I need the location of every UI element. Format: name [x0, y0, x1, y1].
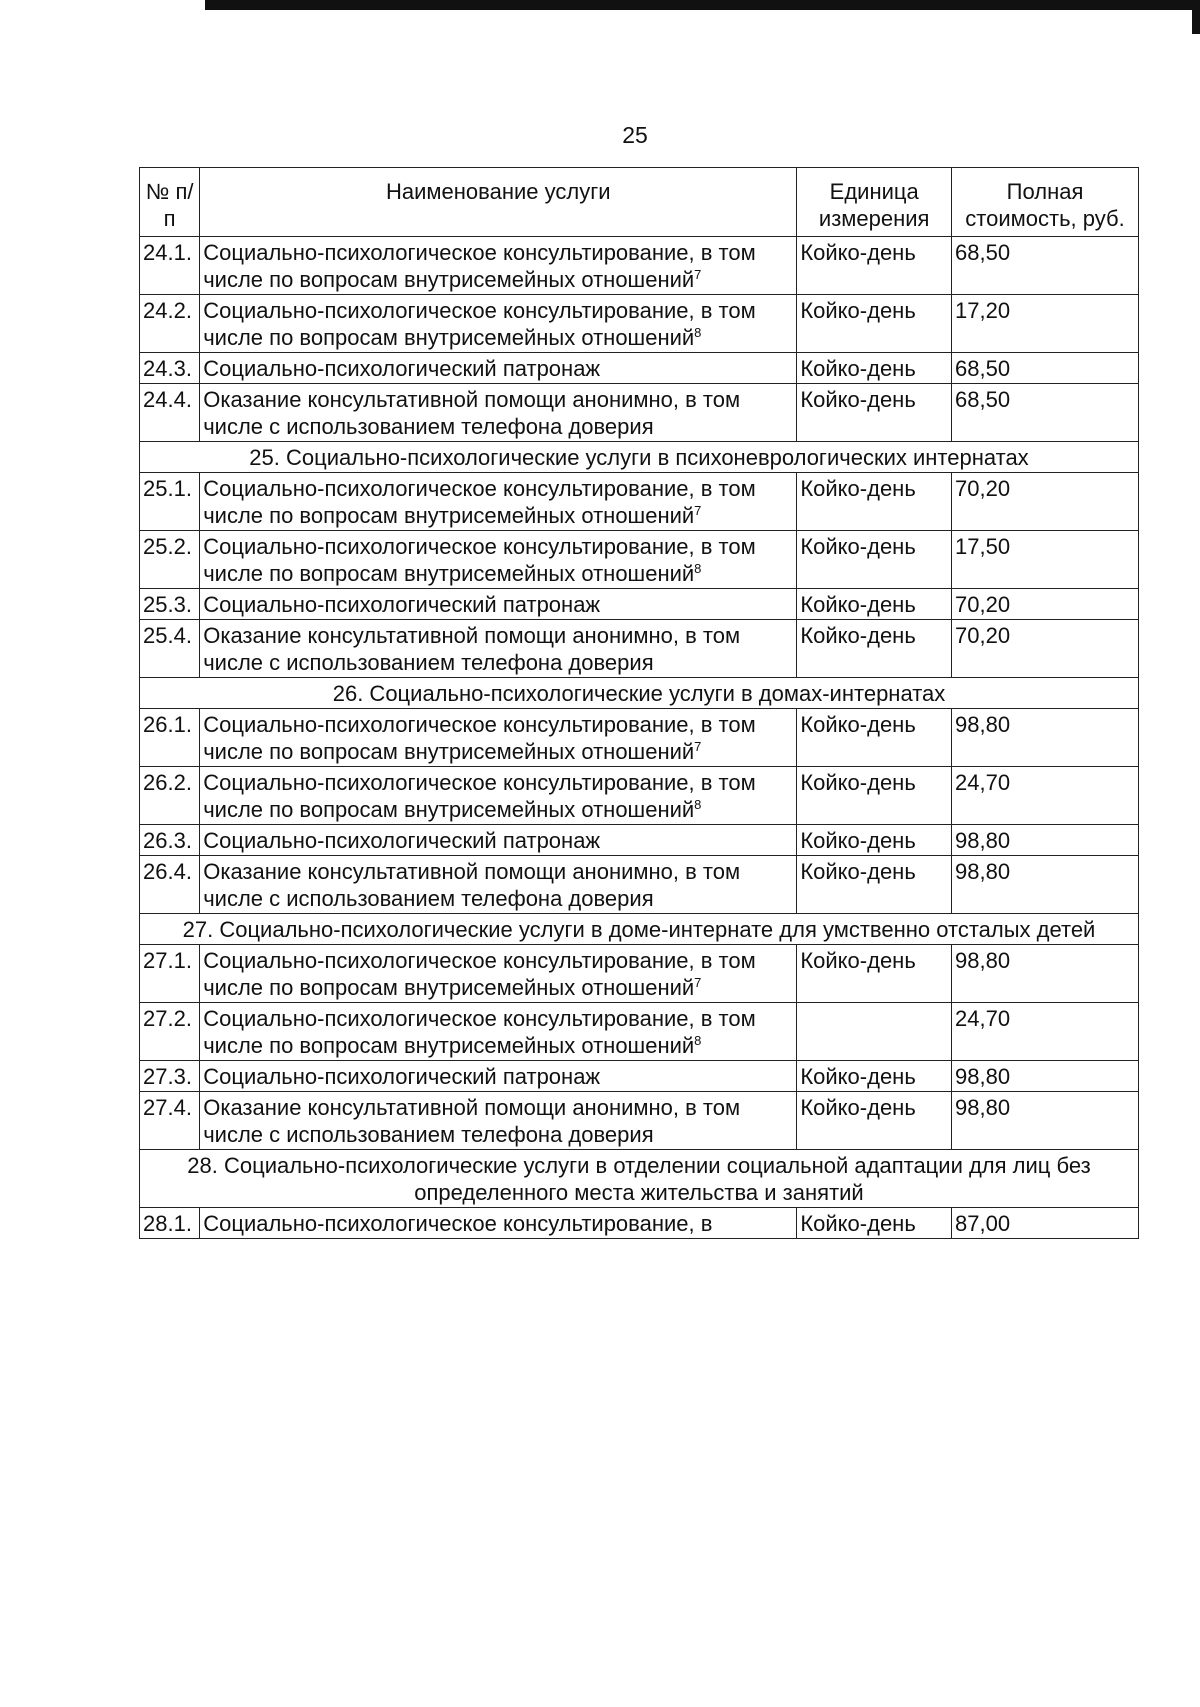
cost-cell: 98,80 [952, 945, 1139, 1003]
unit-cell: Койко-день [797, 945, 952, 1003]
service-name: Социально-психологическое консультирование, в том числе по вопросам внутрисемейных отношений [203, 240, 756, 292]
row-number: 27.3. [140, 1061, 200, 1092]
table-row [140, 589, 1139, 620]
unit-cell: Койко-день [797, 1208, 952, 1239]
table-row [140, 1003, 1139, 1061]
unit-cell: Койко-день [797, 473, 952, 531]
table-row [140, 1208, 1139, 1239]
table-row [140, 945, 1139, 1003]
footnote-marker: 8 [694, 325, 702, 340]
unit-cell: Койко-день [797, 1061, 952, 1092]
service-name-cell [200, 1208, 797, 1239]
service-name: Социально-психологический патронаж [203, 592, 601, 617]
table-row [140, 767, 1139, 825]
row-number: 28.1. [140, 1208, 200, 1239]
cost-cell: 68,50 [952, 384, 1139, 442]
table-row [140, 237, 1139, 295]
service-name-cell [200, 353, 797, 384]
cost-cell: 68,50 [952, 237, 1139, 295]
scan-top-edge [205, 0, 1200, 10]
table-row [140, 295, 1139, 353]
unit-cell: Койко-день [797, 237, 952, 295]
unit-cell [797, 1003, 952, 1061]
service-name: Социально-психологическое консультирование, в том числе по вопросам внутрисемейных отношений [203, 476, 756, 528]
services-price-table [139, 167, 1139, 1239]
service-name: Социально-психологическое консультирование, в том числе по вопросам внутрисемейных отношений [203, 712, 756, 764]
service-name-cell [200, 620, 797, 678]
service-name: Социально-психологическое консультирование, в том числе по вопросам внутрисемейных отношений [203, 948, 756, 1000]
section-title: 25. Социально-психологические услуги в психоневрологических интернатах [140, 442, 1139, 473]
cost-cell: 24,70 [952, 767, 1139, 825]
unit-cell: Койко-день [797, 709, 952, 767]
row-number: 24.1. [140, 237, 200, 295]
unit-cell: Койко-день [797, 1092, 952, 1150]
table-row [140, 856, 1139, 914]
row-number: 27.4. [140, 1092, 200, 1150]
footnote-marker: 7 [694, 267, 702, 282]
service-name: Социально-психологический патронаж [203, 1064, 601, 1089]
footnote-marker: 7 [694, 739, 702, 754]
row-number: 25.4. [140, 620, 200, 678]
section-title-row [140, 914, 1139, 945]
cost-cell: 98,80 [952, 856, 1139, 914]
footnote-marker: 8 [694, 1033, 702, 1048]
footnote-marker: 8 [694, 561, 702, 576]
unit-cell: Койко-день [797, 295, 952, 353]
section-title-row [140, 678, 1139, 709]
cost-cell: 70,20 [952, 589, 1139, 620]
section-title: 28. Социально-психологические услуги в отделении социальной адаптации для лиц без определенного места жительства и занятий [140, 1150, 1139, 1208]
service-name-cell [200, 384, 797, 442]
row-number: 24.2. [140, 295, 200, 353]
unit-cell: Койко-день [797, 856, 952, 914]
row-number: 26.1. [140, 709, 200, 767]
service-name-cell [200, 473, 797, 531]
service-name-cell [200, 295, 797, 353]
service-name: Оказание консультативной помощи анонимно, в том числе с использованием телефона доверия [203, 859, 741, 911]
page-number: 25 [622, 122, 648, 148]
service-name-cell [200, 825, 797, 856]
cost-cell: 87,00 [952, 1208, 1139, 1239]
section-title: 26. Социально-психологические услуги в домах-интернатах [140, 678, 1139, 709]
table-row [140, 709, 1139, 767]
service-name: Социально-психологический патронаж [203, 828, 601, 853]
cost-cell: 68,50 [952, 353, 1139, 384]
table-row [140, 620, 1139, 678]
cost-cell: 98,80 [952, 825, 1139, 856]
row-number: 24.3. [140, 353, 200, 384]
footnote-marker: 8 [694, 797, 702, 812]
unit-cell: Койко-день [797, 589, 952, 620]
service-name-cell [200, 531, 797, 589]
cost-cell: 70,20 [952, 620, 1139, 678]
service-name-cell [200, 945, 797, 1003]
header-num: № п/п [140, 168, 200, 237]
service-name-cell [200, 1092, 797, 1150]
header-cost: Полная стоимость, руб. [952, 168, 1139, 237]
section-title-row [140, 1150, 1139, 1208]
unit-cell: Койко-день [797, 384, 952, 442]
section-title: 27. Социально-психологические услуги в доме-интернате для умственно отсталых детей [140, 914, 1139, 945]
cost-cell: 98,80 [952, 1061, 1139, 1092]
unit-cell: Койко-день [797, 620, 952, 678]
service-name: Социально-психологическое консультирование, в том числе по вопросам внутрисемейных отношений [203, 534, 756, 586]
unit-cell: Койко-день [797, 825, 952, 856]
service-name-cell [200, 1061, 797, 1092]
table-body [140, 237, 1139, 1239]
service-name-cell [200, 856, 797, 914]
cost-cell: 17,50 [952, 531, 1139, 589]
footnote-marker: 7 [694, 503, 702, 518]
row-number: 27.1. [140, 945, 200, 1003]
header-unit: Единица измерения [797, 168, 952, 237]
section-title-row [140, 442, 1139, 473]
table-row [140, 1061, 1139, 1092]
service-name: Оказание консультативной помощи анонимно, в том числе с использованием телефона доверия [203, 387, 741, 439]
scan-right-edge [1192, 0, 1200, 34]
service-name: Социально-психологический патронаж [203, 356, 601, 381]
table-row [140, 1092, 1139, 1150]
service-name: Социально-психологическое консультирование, в том числе по вопросам внутрисемейных отношений [203, 1006, 756, 1058]
service-name: Социально-психологическое консультирование, в том числе по вопросам внутрисемейных отношений [203, 298, 756, 350]
table-row [140, 473, 1139, 531]
row-number: 27.2. [140, 1003, 200, 1061]
service-name-cell [200, 237, 797, 295]
service-name-cell [200, 709, 797, 767]
cost-cell: 24,70 [952, 1003, 1139, 1061]
unit-cell: Койко-день [797, 531, 952, 589]
header-name: Наименование услуги [200, 168, 797, 237]
table-row [140, 825, 1139, 856]
row-number: 25.3. [140, 589, 200, 620]
cost-cell: 17,20 [952, 295, 1139, 353]
service-name: Оказание консультативной помощи анонимно, в том числе с использованием телефона доверия [203, 1095, 741, 1147]
row-number: 25.2. [140, 531, 200, 589]
row-number: 26.2. [140, 767, 200, 825]
unit-cell: Койко-день [797, 353, 952, 384]
cost-cell: 70,20 [952, 473, 1139, 531]
unit-cell: Койко-день [797, 767, 952, 825]
footnote-marker: 7 [694, 975, 702, 990]
table-row [140, 384, 1139, 442]
service-name-cell [200, 767, 797, 825]
service-name: Оказание консультативной помощи анонимно, в том числе с использованием телефона доверия [203, 623, 741, 675]
table-header-row [140, 168, 1139, 237]
cost-cell: 98,80 [952, 1092, 1139, 1150]
row-number: 24.4. [140, 384, 200, 442]
service-name-cell [200, 589, 797, 620]
service-name-cell [200, 1003, 797, 1061]
row-number: 26.3. [140, 825, 200, 856]
row-number: 25.1. [140, 473, 200, 531]
cost-cell: 98,80 [952, 709, 1139, 767]
service-name: Социально-психологическое консультирование, в [203, 1211, 713, 1236]
service-name: Социально-психологическое консультирование, в том числе по вопросам внутрисемейных отношений [203, 770, 756, 822]
row-number: 26.4. [140, 856, 200, 914]
table-row [140, 531, 1139, 589]
table-row [140, 353, 1139, 384]
